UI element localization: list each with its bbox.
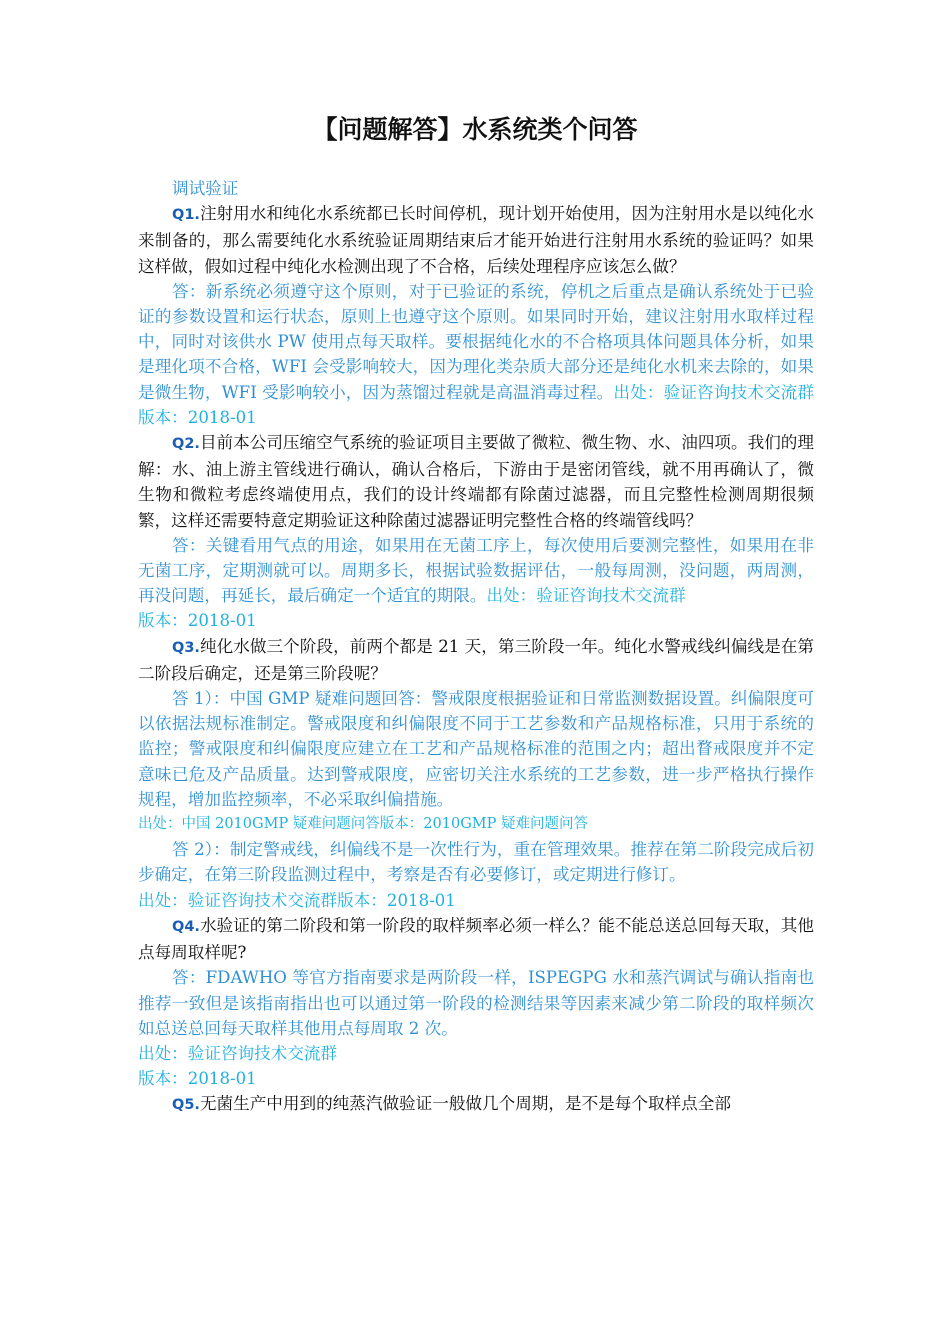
answer-text: 答：新系统必须遵守这个原则，对于已验证的系统，停机之后重点是确认系统处于已验证的参数设置和运行状态，原则上也遵守这个原则。如果同时开始，建议注射用水取样过程中，同时对该供水 PW 使用点每天取样。要根据纯化水的不合格项具体问题具体分析，如果是理化项不合格，WFI 会受影响较大，因为理化类杂质大部分还是纯化水机来去除的，如果是微生物，WFI 受影响较小，因为蒸馏过程就是高温消毒过程。 xyxy=(138,281,814,402)
version-text: 版本：2018-01 xyxy=(138,1069,257,1089)
section-heading: 调试验证 xyxy=(172,179,239,198)
question-text: 无菌生产中用到的纯蒸汽做验证一般做几个周期，是不是每个取样点全部 xyxy=(199,1094,731,1114)
answer-q1 xyxy=(138,279,814,430)
question-label: Q2. xyxy=(172,436,200,453)
answer-q4: 答：FDAWHO 等官方指南要求是两阶段一样，ISPEGPG 水和蒸汽调试与确认指南也推荐一致但是该指南指出也可以通过第一阶段的检测结果等因素来减少第二阶段的取样频次如总送总回每天取样其他用点每周取 2 次。 xyxy=(138,968,814,1038)
question-q4 xyxy=(138,913,814,965)
question-label: Q1. xyxy=(172,207,200,224)
document-body xyxy=(138,176,814,1119)
question-label: Q3. xyxy=(172,639,200,656)
answer-q2 xyxy=(138,533,814,609)
question-text: 注射用水和纯化水系统都已长时间停机，现计划开始使用，因为注射用水是以纯化水来制备的，那么需要纯化水系统验证周期结束后才能开始进行注射用水系统的验证吗？如果这样做，假如过程中纯化水检测出现了不合格，后续处理程序应该怎么做？ xyxy=(138,204,814,276)
source-text: 出处：中国 2010GMP 疑难问题问答版本：2010GMP 疑难问题问答 xyxy=(138,816,589,833)
question-q2 xyxy=(138,430,814,533)
source-text: 出处：验证咨询技术交流群 xyxy=(138,1043,338,1063)
question-label: Q4. xyxy=(172,918,200,935)
answer-text: 答：关键看用气点的用途，如果用在无菌工序上，每次使用后要测完整性，如果用在非无菌工序，定期测就可以。周期多长，根据试验数据评估，一般每周测，没问题，两周测，再没问题，再延长，最后确定一个适宜的期限。 xyxy=(138,535,814,606)
question-text: 水验证的第二阶段和第一阶段的取样频率必须一样么？能不能总送总回每天取，其他点每周取样呢? xyxy=(138,915,814,963)
question-text: 目前本公司压缩空气系统的验证项目主要做了微粒、微生物、水、油四项。我们的理解：水、油上游主管线进行确认，确认合格后，下游由于是密闭管线，就不用再确认了，微生物和微粒考虑终端使用点，我们的设计终端都有除菌过滤器，而且完整性检测周期很频繁，这样还需要特意定期验证这种除菌过滤器证明完整性合格的终端管线吗？ xyxy=(138,433,814,530)
question-q3 xyxy=(138,634,814,686)
source-text: 出处：验证咨询技术交流群 xyxy=(486,586,686,606)
question-label: Q5. xyxy=(172,1097,200,1114)
question-q1 xyxy=(138,201,814,279)
page-title: 【问题解答】水系统类个问答 xyxy=(312,115,638,144)
version-text: 版本：2018-01 xyxy=(138,611,257,631)
source-text: 出处：验证咨询技术交流群版本：2018-01 xyxy=(138,890,456,910)
answer-q3-1: 答 1）：中国 GMP 疑难问题回答：警戒限度根据验证和日常监测数据设置。纠偏限度可以依据法规标准制定。警戒限度和纠偏限度不同于工艺参数和产品规格标准，只用于系统的监控；警戒限度和纠偏限度应建立在工艺和产品规格标准的范围之内；超出瞀戒限度并不定意味已危及产品质量。达到警戒限度，应密切关注水系统的工艺参数，进一步严格执行操作规程，增加监控频率，不必采取纠偏措施。 xyxy=(138,689,814,809)
source-text: 出处：验证咨询技术交流群版本：2018-01 xyxy=(138,382,815,427)
answer-q3-2: 答 2）：制定警戒线，纠偏线不是一次性行为，重在管理效果。推荐在第二阶段完成后初步确定，在第三阶段监测过程中，考察是否有必要修订，或定期进行修订。 xyxy=(138,840,814,885)
question-q5 xyxy=(138,1091,814,1118)
question-text: 纯化水做三个阶段，前两个都是 21 天，第三阶段一年。纯化水警戒线纠偏线是在第二阶段后确定，还是第三阶段呢？ xyxy=(138,636,814,683)
